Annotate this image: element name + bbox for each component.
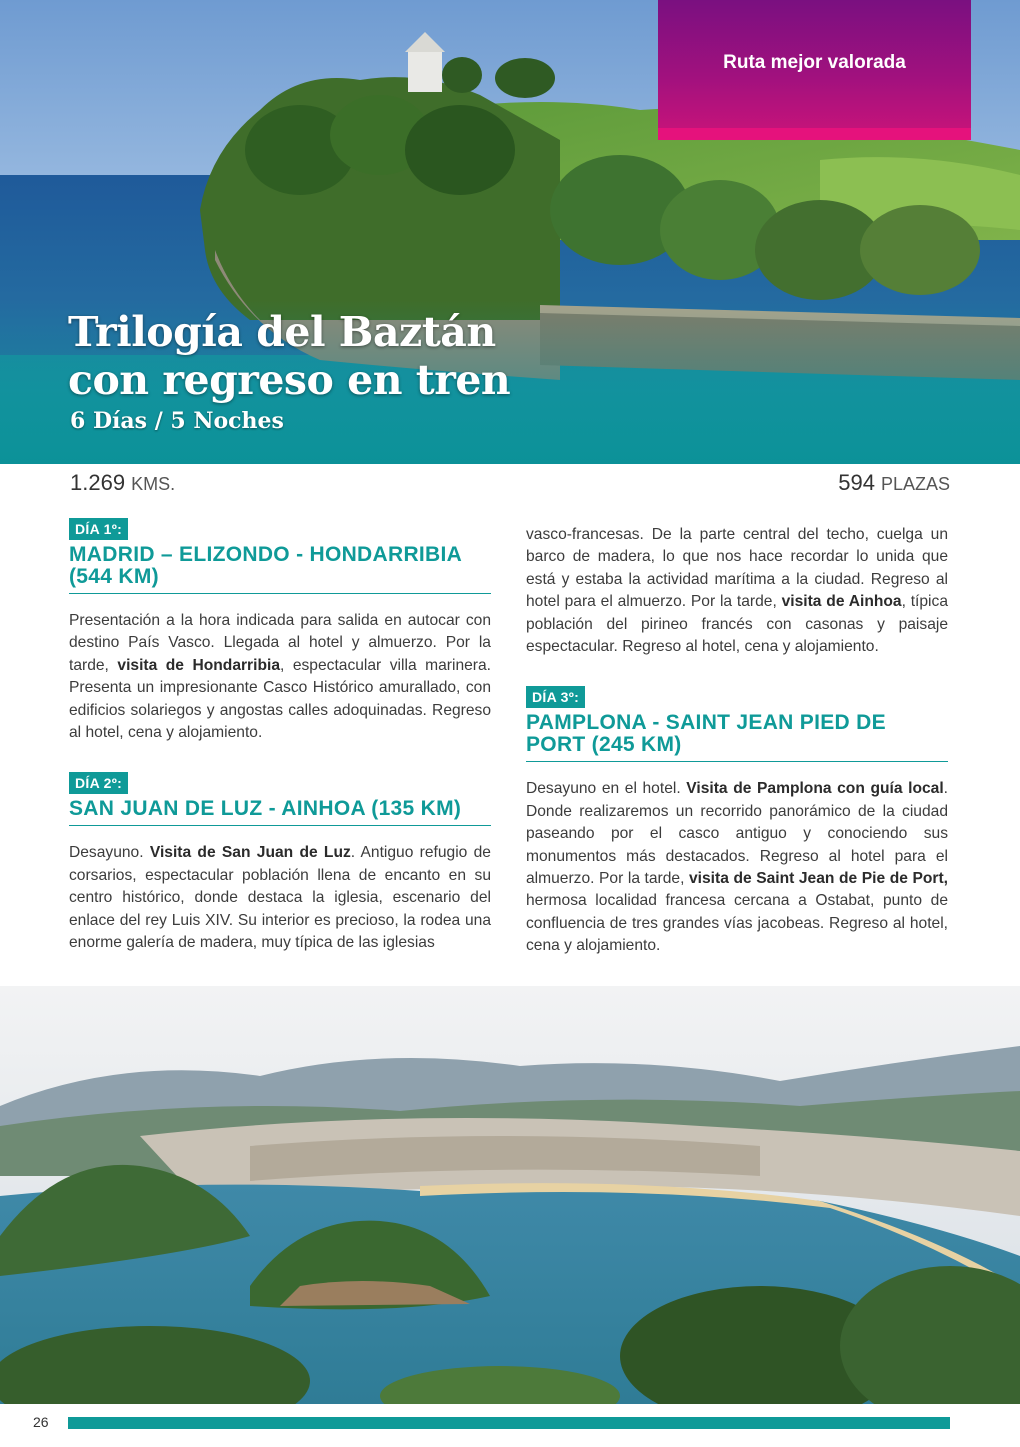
day-2-continuation-block <box>526 524 948 658</box>
day-1-block <box>69 518 491 744</box>
page-number: 26 <box>33 1414 49 1430</box>
body-text: . Donde realizaremos un recorrido panorámico de la ciudad paseando por el casco antiguo y conociendo sus monumentos más destacados. Regreso al hotel para el almuerzo. Por la tarde, <box>526 780 949 888</box>
bay-photo <box>0 986 1020 1404</box>
body-text: , espectacular villa marinera. Presenta un impresionante Casco Histórico amurallado, con edificios solariegos y angostas calles adoquinadas. Regreso al hotel, cena y alojamiento. <box>69 656 491 742</box>
seats-value: 594 <box>838 470 875 495</box>
day-1-title: MADRID – ELIZONDO - HONDARRIBIA (544 KM) <box>69 544 491 594</box>
itinerary-right-column <box>526 524 948 986</box>
hero-banner <box>0 0 1020 464</box>
highlight-text: visita de Hondarribia <box>117 656 280 674</box>
tour-duration: 6 Días / 5 Noches <box>70 408 284 434</box>
day-3-tag: DÍA 3º: <box>526 686 585 708</box>
day-2-title: SAN JUAN DE LUZ - AINHOA (135 KM) <box>69 798 491 826</box>
highlight-text: Visita de San Juan de Luz <box>149 844 351 862</box>
seats-stat <box>838 470 950 496</box>
distance-value: 1.269 <box>70 470 126 495</box>
day-1-text <box>69 610 491 744</box>
day-3-title: PAMPLONA - SAINT JEAN PIED DE PORT (245 KM) <box>526 712 948 762</box>
body-text: , típica población del pirineo francés con casonas y paisaje espectacular. Regreso al hotel, cena y alojamiento. <box>526 593 948 656</box>
footer-accent-bar <box>68 1417 950 1429</box>
tour-title <box>68 308 510 404</box>
highlight-text: visita de Ainhoa <box>781 593 902 611</box>
highlight-text: visita de Saint Jean de Pie de Port, <box>689 870 948 888</box>
bay-landscape-image <box>0 986 1020 1404</box>
seats-unit: PLAZAS <box>880 474 950 494</box>
day-3-text <box>526 778 948 957</box>
day-3-block <box>526 686 948 957</box>
day-1-tag: DÍA 1º: <box>69 518 128 540</box>
badge-label: Ruta mejor valorada <box>723 52 906 73</box>
body-text: . Antiguo refugio de corsarios, espectacular población llena de encanto en su centro histórico, donde destaca la iglesia, escenario del enlace del rey Luis XIV. Su interior es precioso, la rodea una enorme galería de madera, muy típica de las iglesias <box>69 844 491 952</box>
itinerary-left-column <box>69 518 491 982</box>
best-rated-badge <box>658 0 971 128</box>
day-2-block <box>69 772 491 954</box>
body-text: Desayuno. <box>69 844 150 862</box>
body-text: vasco-francesas. De la parte central del techo, cuelga un barco de madera, lo que nos hace recordar lo unida que está y estaba la actividad marítima a la ciudad. Regreso al hotel para el almuerzo. Por la tarde, <box>526 526 948 611</box>
body-text: hermosa localidad francesa cercana a Ostabat, punto de confluencia de tres grandes vías jacobeas. Regreso al hotel, cena y alojamiento. <box>526 892 948 955</box>
day-2-text <box>69 842 491 954</box>
day-2-tag: DÍA 2º: <box>69 772 128 794</box>
body-text: Desayuno en el hotel. <box>526 780 687 798</box>
badge-accent-line <box>658 128 971 140</box>
tour-title-line-2: con regreso en tren <box>68 356 511 404</box>
distance-unit: KMS. <box>131 474 176 494</box>
tour-title-line-1: Trilogía del Baztán <box>68 308 496 356</box>
highlight-text: Visita de Pamplona con guía local <box>686 780 944 798</box>
distance-stat <box>70 470 175 496</box>
body-text: Presentación a la hora indicada para salida en autocar con destino País Vasco. Llegada al hotel y almuerzo. Por la tarde, <box>69 612 491 674</box>
day-2-text-continuation <box>526 524 948 658</box>
